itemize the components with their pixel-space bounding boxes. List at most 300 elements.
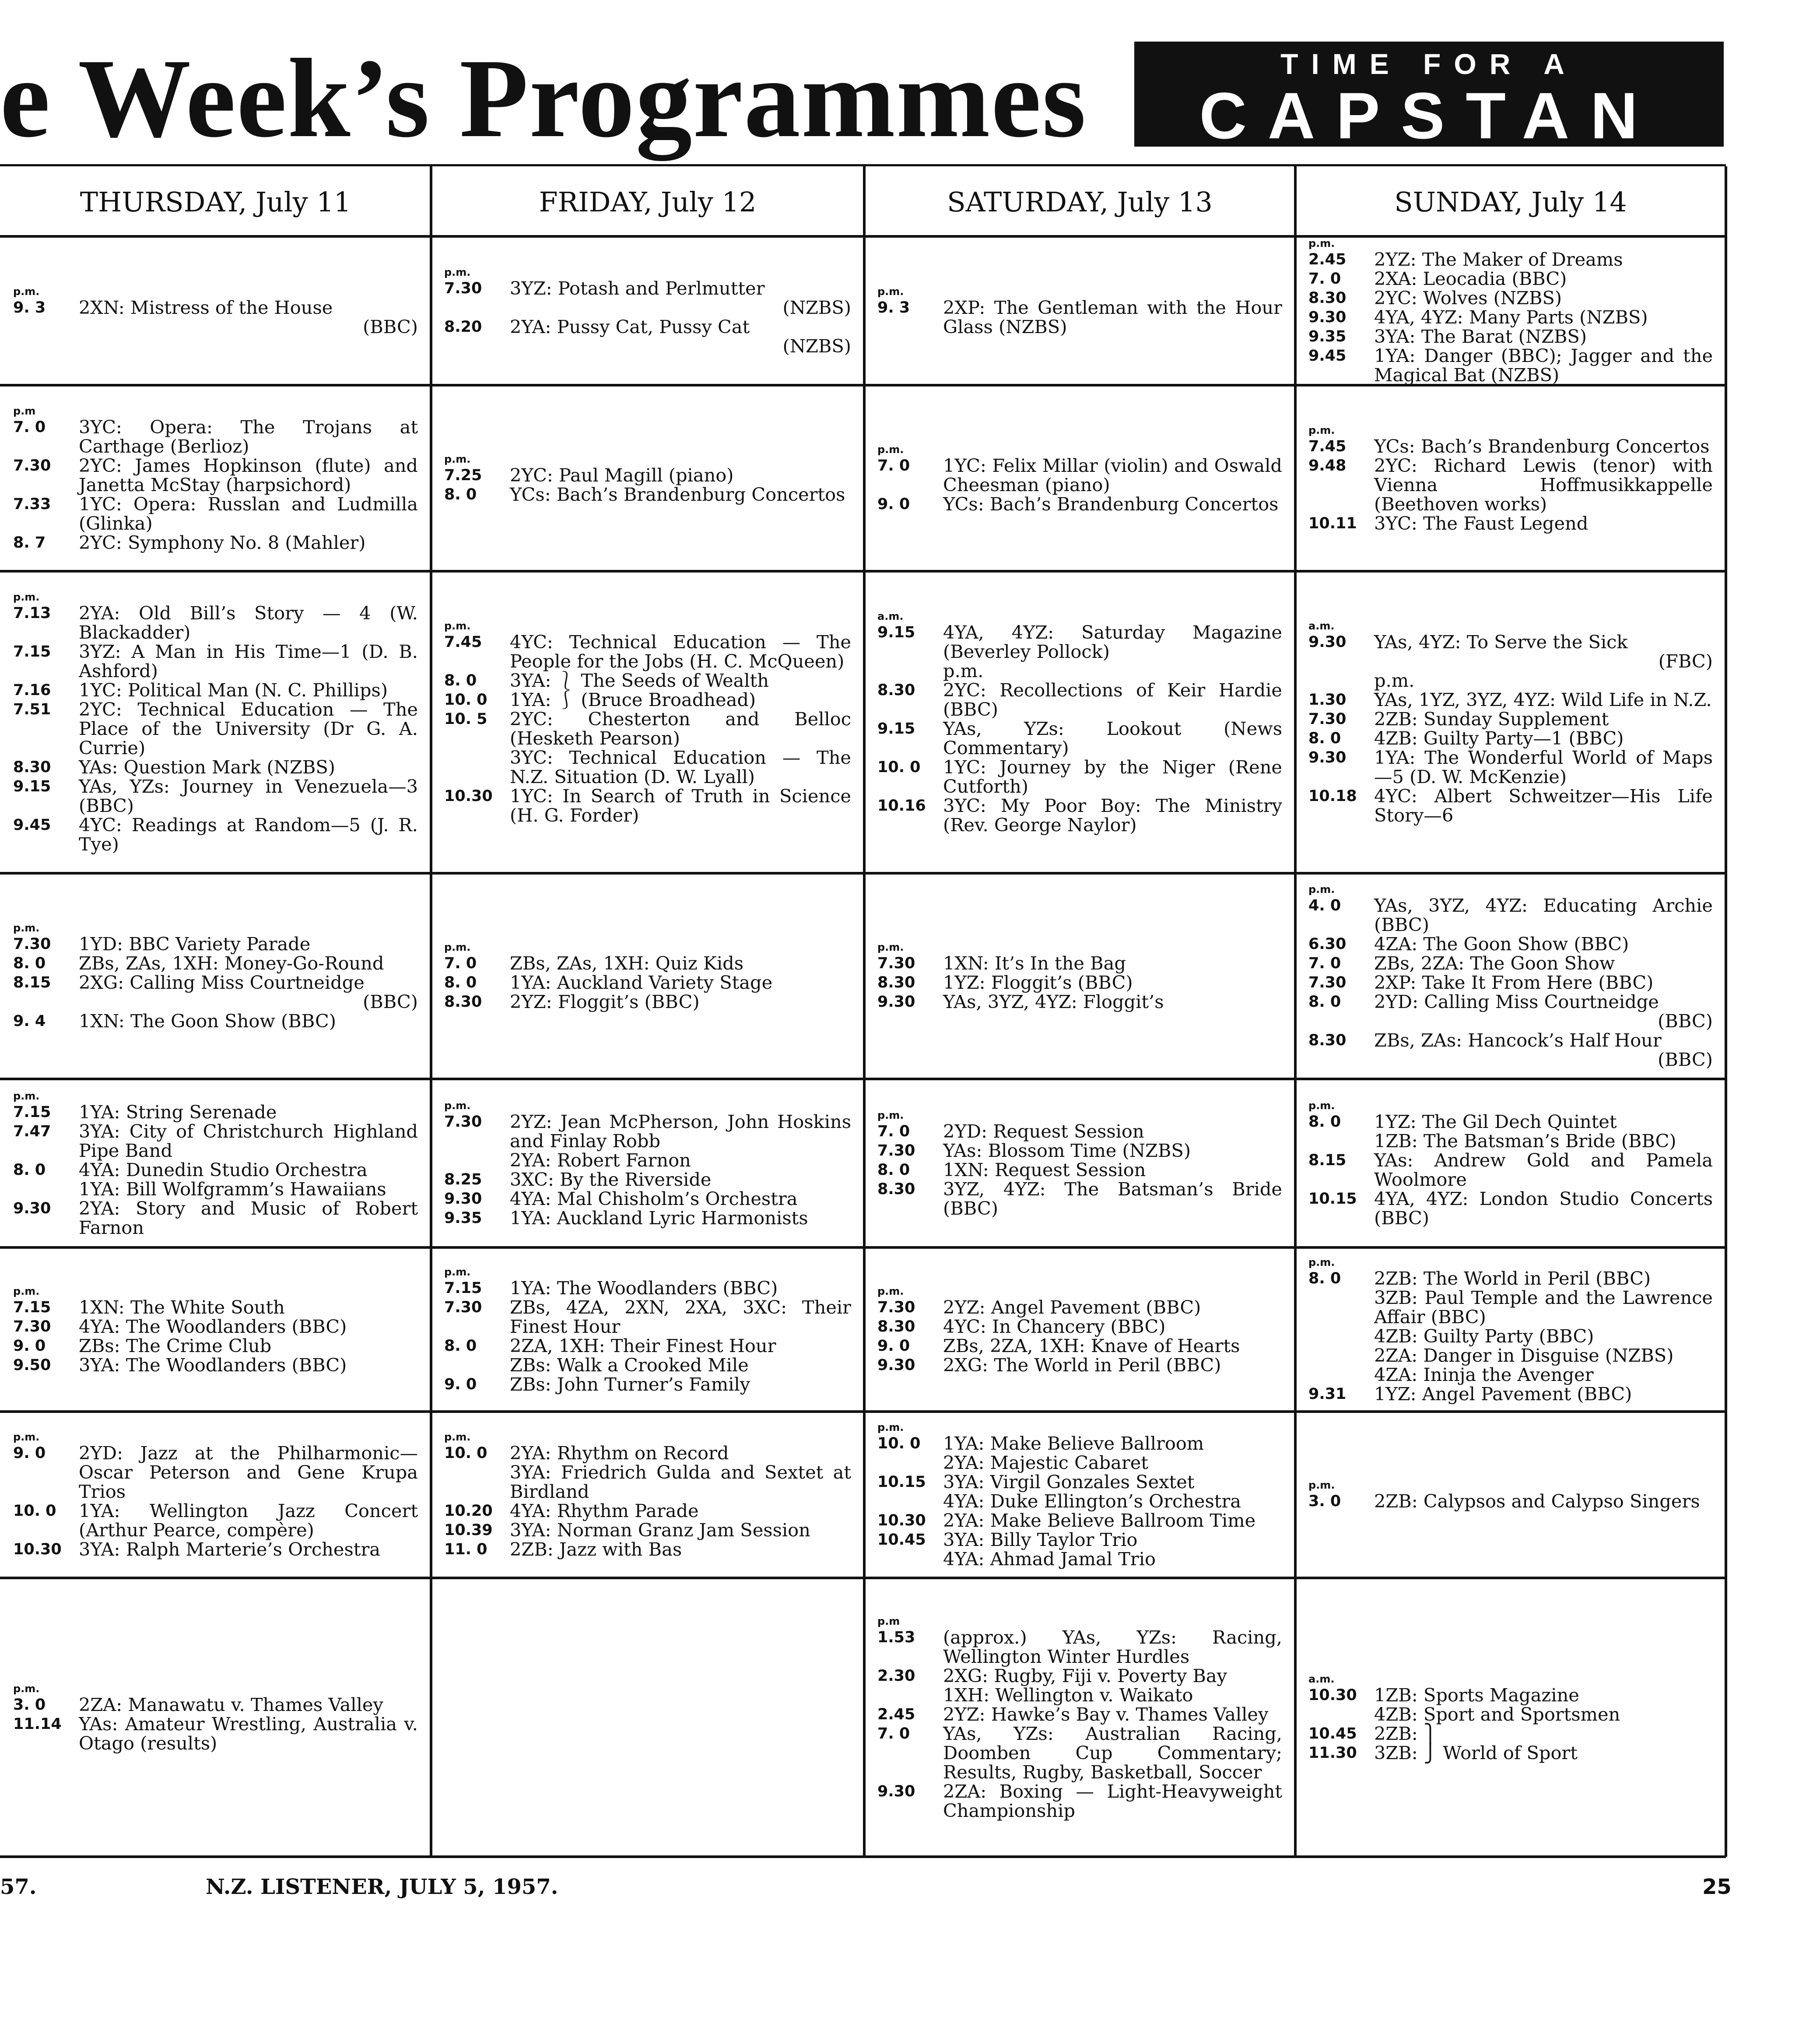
cell-content xyxy=(13,404,418,552)
programme-title: 3YC: My Poor Boy: The Ministry (Rev. George Naylor) xyxy=(943,795,1282,836)
programme-entry xyxy=(13,1714,418,1753)
programme-title: p.m. xyxy=(1374,670,1415,691)
programme-title: ZBs, ZAs, 1XH: Money-Go-Round xyxy=(79,952,384,974)
programme-title: 4YA, 4YZ: Saturday Magazine (Beverley Pollock) xyxy=(943,622,1282,662)
programme-cell xyxy=(13,385,418,571)
programme-title: 3YC: Technical Education — The N.Z. Situation (D. W. Lyall) xyxy=(510,747,851,787)
programme-title: ZBs, 2ZA, 1XH: Knave of Hearts xyxy=(943,1335,1240,1356)
programme-entry xyxy=(444,690,851,710)
programme-entry xyxy=(877,661,1282,681)
programme-time: 7.47 xyxy=(13,1122,51,1140)
programme-entry xyxy=(877,1530,1282,1549)
programme-title: 2ZB: Sunday Supplement xyxy=(1374,708,1609,730)
programme-entry xyxy=(877,1141,1282,1160)
programme-time: 11.30 xyxy=(1308,1744,1357,1762)
programme-entry xyxy=(444,671,851,690)
programme-title: (approx.) YAs, YZs: Racing, Wellington Winter Hurdles xyxy=(943,1626,1282,1667)
programme-cell xyxy=(877,1079,1282,1247)
programme-title: 1XN: Request Session xyxy=(943,1159,1146,1180)
programme-title: 2YA: Old Bill’s Story — 4 (W. Blackadder) xyxy=(79,602,418,643)
programme-entry xyxy=(13,1540,418,1559)
programme-title: ZBs, ZAs: Hancock’s Half Hour (BBC) xyxy=(1374,1029,1713,1070)
programme-title: 4ZB: Sport and Sportsmen xyxy=(1374,1703,1620,1725)
programme-entry xyxy=(1308,1365,1713,1384)
cell-content xyxy=(13,285,418,337)
programme-source: (BBC) xyxy=(363,316,418,337)
programme-cell xyxy=(1308,236,1713,385)
programme-time: 8. 0 xyxy=(444,974,477,991)
time-period-label: p.m. xyxy=(13,1682,40,1695)
programme-entry xyxy=(1308,632,1713,671)
programme-cell xyxy=(877,1247,1282,1412)
programme-title: YAs, 3YZ, 4YZ: Educating Archie (BBC) xyxy=(1374,895,1713,935)
programme-time: 8. 0 xyxy=(1308,993,1341,1011)
programme-title: 4ZA: The Goon Show (BBC) xyxy=(1374,933,1629,955)
programme-time xyxy=(444,748,510,787)
time-period-label: p.m. xyxy=(1308,237,1335,249)
programme-title: 4YC: In Chancery (BBC) xyxy=(943,1315,1166,1337)
programme-entry xyxy=(877,495,1282,514)
programme-entry xyxy=(13,1199,418,1237)
programme-title: 2YA: Pussy Cat, Pussy Cat (NZBS) xyxy=(510,316,851,357)
programme-title: 2YC: Recollections of Keir Hardie (BBC) xyxy=(943,679,1282,720)
programme-title: YAs, YZs: Lookout (News Commentary) xyxy=(943,718,1282,759)
programme-time: 7.30 xyxy=(1308,974,1347,991)
column-divider xyxy=(863,166,866,1857)
programme-entry xyxy=(444,1375,851,1394)
programme-entry xyxy=(1308,514,1713,533)
programme-title: ZBs: Walk a Crooked Mile xyxy=(510,1354,749,1376)
programme-title: 2YC: Chesterton and Belloc (Hesketh Pearson) xyxy=(510,708,851,749)
time-period-label: p.m. xyxy=(13,591,40,603)
programme-time: 1.30 xyxy=(1308,691,1347,709)
programme-entry xyxy=(877,1724,1282,1782)
programme-entry xyxy=(877,456,1282,495)
programme-title: 4YC: Technical Education — The People for the Jobs (H. C. McQueen) xyxy=(510,631,851,672)
programme-title: 2ZB: ⎫ xyxy=(1374,1722,1438,1744)
programme-title: 2YZ: Hawke’s Bay v. Thames Valley xyxy=(943,1703,1269,1725)
cell-content xyxy=(13,1430,418,1559)
programme-entry xyxy=(1308,896,1713,934)
programme-entry xyxy=(13,758,418,777)
programme-title: YAs: Amateur Wrestling, Australia v. Otago (results) xyxy=(79,1713,418,1754)
programme-time: 10. 0 xyxy=(877,1435,921,1452)
programme-entry xyxy=(13,604,418,642)
programme-entry xyxy=(1308,1705,1713,1724)
programme-entry xyxy=(877,954,1282,973)
programme-entry xyxy=(877,1705,1282,1724)
programme-source: (NZBS) xyxy=(782,335,851,357)
programme-title: 4YA: Rhythm Parade xyxy=(510,1500,699,1521)
programme-title: YAs: Blossom Time (NZBS) xyxy=(943,1139,1191,1161)
programme-title: 2YC: Symphony No. 8 (Mahler) xyxy=(79,531,366,553)
programme-cell xyxy=(877,1578,1282,1857)
programme-time: 7.45 xyxy=(1308,437,1347,455)
programme-time xyxy=(1308,1346,1374,1365)
programme-time: 3. 0 xyxy=(1308,1493,1341,1510)
programme-entry xyxy=(1308,1686,1713,1705)
programme-title: 4YC: Readings at Random—5 (J. R. Tye) xyxy=(79,814,418,855)
programme-entry xyxy=(13,1012,418,1031)
programme-entry xyxy=(444,466,851,485)
programme-time: 7.30 xyxy=(877,955,915,972)
day-header: FRIDAY, July 12 xyxy=(539,186,757,218)
programme-entry xyxy=(1308,437,1713,456)
programme-title: 2YC: Richard Lewis (tenor) with Vienna Hoffmusikkappelle (Beethoven works) xyxy=(1374,454,1713,515)
programme-title: 1ZB: The Batsman’s Bride (BBC) xyxy=(1374,1130,1676,1152)
programme-title: 2YZ: Jean McPherson, John Hoskins and Finlay Robb xyxy=(510,1110,851,1152)
programme-time: 10. 0 xyxy=(444,691,487,709)
time-period-label: p.m. xyxy=(13,285,40,298)
programme-entry xyxy=(13,1501,418,1540)
programme-entry xyxy=(877,973,1282,992)
programme-cell xyxy=(444,1079,851,1247)
programme-time: 3. 0 xyxy=(13,1696,46,1714)
programme-time xyxy=(877,1686,943,1705)
programme-entry xyxy=(13,1336,418,1356)
programme-entry xyxy=(13,418,418,456)
programme-title: 2XG: Rugby, Fiji v. Poverty Bay xyxy=(943,1665,1227,1686)
programme-time: 10.39 xyxy=(444,1521,493,1539)
programme-time: 10.16 xyxy=(877,797,926,815)
programme-title: 2YA: Make Believe Ballroom Time xyxy=(943,1510,1256,1531)
programme-entry xyxy=(877,1453,1282,1472)
time-period-label: p.m. xyxy=(13,1089,40,1102)
programme-title: ZBs, ZAs, 1XH: Quiz Kids xyxy=(510,952,744,974)
programme-entry xyxy=(1308,671,1713,690)
programme-time: 7.30 xyxy=(1308,710,1347,728)
programme-time: 7. 0 xyxy=(13,418,46,436)
programme-title: YAs, YZs: Australian Racing, Doomben Cup Commentary; Results, Rugby, Basketball, Soccer xyxy=(943,1722,1282,1783)
programme-entry xyxy=(13,777,418,815)
programme-time: 8. 0 xyxy=(444,1337,477,1355)
programme-entry xyxy=(1308,269,1713,288)
programme-entry xyxy=(444,1279,851,1298)
programme-time: 7.30 xyxy=(877,1298,915,1316)
time-period-label: p.m. xyxy=(1308,424,1335,436)
programme-time: 8.25 xyxy=(444,1170,482,1188)
programme-entry xyxy=(13,700,418,758)
programme-entry xyxy=(444,1336,851,1356)
programme-title: 2YA: Majestic Cabaret xyxy=(943,1452,1148,1473)
programme-time: 7.30 xyxy=(877,1142,915,1159)
programme-time: 7.30 xyxy=(444,1298,482,1316)
programme-entry xyxy=(1308,710,1713,729)
day-header: SATURDAY, July 13 xyxy=(947,186,1213,218)
programme-entry xyxy=(877,1317,1282,1336)
programme-entry xyxy=(13,1180,418,1199)
cell-content xyxy=(444,619,851,825)
programme-time: 9.35 xyxy=(1308,328,1347,345)
programme-time xyxy=(1308,1327,1374,1346)
cell-content xyxy=(877,1109,1282,1218)
cell-content xyxy=(877,1285,1282,1375)
programme-cell xyxy=(877,385,1282,571)
programme-title: 1YA: The Woodlanders (BBC) xyxy=(510,1277,778,1299)
programme-entry xyxy=(877,758,1282,796)
programme-cell xyxy=(444,385,851,571)
programme-entry xyxy=(444,1170,851,1189)
programme-entry xyxy=(1308,1131,1713,1151)
programme-time: 8.20 xyxy=(444,318,482,336)
programme-entry xyxy=(877,298,1282,337)
programme-cell xyxy=(877,571,1282,873)
programme-title: 1YC: Political Man (N. C. Phillips) xyxy=(79,679,388,701)
programme-time xyxy=(1308,1288,1374,1327)
programme-time: 10.11 xyxy=(1308,514,1357,532)
programme-cell xyxy=(444,1412,851,1578)
programme-title: 1XN: It’s In the Bag xyxy=(943,952,1126,974)
programme-cell xyxy=(444,1578,851,1857)
programme-time: 8.30 xyxy=(877,974,915,991)
programme-time: 7. 0 xyxy=(877,1725,910,1742)
programme-time: 10. 0 xyxy=(13,1502,56,1520)
programme-title: 3YA: Virgil Gonzales Sextet xyxy=(943,1471,1195,1493)
programme-cell xyxy=(444,1247,851,1412)
programme-title: 3YA: The Woodlanders (BBC) xyxy=(79,1354,347,1376)
time-period-label: p.m. xyxy=(877,1109,904,1121)
programme-entry xyxy=(13,1695,418,1714)
cell-content xyxy=(877,443,1282,514)
programme-entry xyxy=(13,642,418,681)
programme-time: 2.30 xyxy=(877,1667,915,1685)
programme-time: 9.45 xyxy=(1308,347,1347,365)
programme-title: 1YD: BBC Variety Parade xyxy=(79,933,311,955)
programme-entry xyxy=(13,456,418,495)
programme-cell xyxy=(13,1412,418,1578)
programme-time: 9. 0 xyxy=(13,1444,46,1462)
programme-entry xyxy=(877,1492,1282,1511)
programme-title: 2XG: The World in Peril (BBC) xyxy=(943,1354,1221,1376)
programme-time: 8. 0 xyxy=(13,955,46,972)
programme-entry xyxy=(1308,1031,1713,1069)
programme-entry xyxy=(1308,1346,1713,1365)
programme-time: 10.30 xyxy=(877,1512,926,1529)
programme-time: 7. 0 xyxy=(444,955,477,972)
programme-cell xyxy=(13,571,418,873)
footer-left: 57. xyxy=(0,1875,37,1899)
programme-title: 2XA: Leocadia (BBC) xyxy=(1374,268,1567,289)
programme-entry xyxy=(877,1180,1282,1218)
programme-time: 10.45 xyxy=(1308,1725,1357,1742)
programme-cell xyxy=(13,1578,418,1857)
programme-entry xyxy=(444,317,851,356)
programme-time: 8. 0 xyxy=(13,1161,46,1179)
footer-publication: N.Z. LISTENER, JULY 5, 1957. xyxy=(206,1875,558,1899)
programme-title: YAs, 4YZ: To Serve the Sick (FBC) xyxy=(1374,631,1713,672)
programme-title: 4ZA: Ininja the Avenger xyxy=(1374,1363,1594,1385)
programme-title: 3YA: Friedrich Gulda and Sextet at Birdland xyxy=(510,1461,851,1502)
programme-entry xyxy=(877,1511,1282,1530)
column-divider xyxy=(430,166,432,1857)
programme-title: YAs: Question Mark (NZBS) xyxy=(79,756,335,778)
programme-entry xyxy=(877,1298,1282,1317)
programme-title: YCs: Bach’s Brandenburg Concertos xyxy=(1374,435,1710,457)
programme-title: 3ZB: Paul Temple and the Lawrence Affair (BBC) xyxy=(1374,1286,1713,1328)
programme-time: 9. 0 xyxy=(877,495,910,513)
programme-entry xyxy=(877,1782,1282,1820)
cell-content xyxy=(1308,1672,1713,1763)
programme-entry xyxy=(444,1540,851,1559)
programme-title: 2ZA: Boxing — Light-Heavyweight Championship xyxy=(943,1780,1282,1821)
programme-title: YAs: Andrew Gold and Pamela Woolmore xyxy=(1374,1149,1713,1190)
programme-title: 2YD: Calling Miss Courtneidge (BBC) xyxy=(1374,991,1713,1032)
programme-title: 2XP: The Gentleman with the Hour Glass (NZBS) xyxy=(943,297,1282,337)
cell-content xyxy=(13,921,418,1031)
programme-title: 4YA: Mal Chisholm’s Orchestra xyxy=(510,1187,798,1209)
programme-title: 2XN: Mistress of the House (BBC) xyxy=(79,297,418,337)
programme-entry xyxy=(13,1444,418,1501)
programme-time: 6.30 xyxy=(1308,935,1347,953)
programme-time: 8.30 xyxy=(877,1317,915,1335)
programme-time: 7.15 xyxy=(444,1279,482,1297)
programme-title: 2YC: Paul Magill (piano) xyxy=(510,464,734,486)
programme-entry xyxy=(444,973,851,992)
programme-title: 3YC: Opera: The Trojans at Carthage (Berlioz) xyxy=(79,416,418,457)
programme-time: 7.30 xyxy=(13,935,51,953)
programme-title: 1YA: Wellington Jazz Concert (Arthur Pearce, compère) xyxy=(79,1500,418,1541)
programme-time xyxy=(13,1180,79,1199)
programme-time: 8.30 xyxy=(444,993,482,1011)
cell-content xyxy=(13,1285,418,1375)
programme-entry xyxy=(877,1666,1282,1686)
time-period-label: p.m. xyxy=(444,1431,471,1443)
programme-time: 9.30 xyxy=(877,993,915,1011)
programme-time: 7.13 xyxy=(13,604,51,622)
programme-time: 2.45 xyxy=(1308,251,1347,268)
programme-entry xyxy=(1308,1151,1713,1189)
programme-title: 3YZ: Potash and Perlmutter (NZBS) xyxy=(510,278,851,318)
programme-cell xyxy=(13,1079,418,1247)
time-period-label: p.m. xyxy=(444,941,471,953)
programme-title: 3YA: ⎱ The Seeds of Wealth xyxy=(510,670,769,691)
programme-time: 9. 4 xyxy=(13,1012,46,1030)
programme-source: (BBC) xyxy=(1658,1049,1713,1070)
day-header: SUNDAY, July 14 xyxy=(1394,186,1627,218)
cell-content xyxy=(877,1615,1282,1820)
programme-time: 9.31 xyxy=(1308,1385,1347,1403)
programme-title: YCs: Bach’s Brandenburg Concertos xyxy=(510,483,845,505)
programme-time: 7.30 xyxy=(444,1113,482,1131)
time-period-label: p.m xyxy=(877,1615,900,1627)
programme-entry xyxy=(13,973,418,1012)
programme-title: 2YD: Request Session xyxy=(943,1120,1144,1142)
time-period-label: p.m xyxy=(13,404,36,417)
programme-time: 8.30 xyxy=(1308,1032,1347,1049)
cell-content xyxy=(877,941,1282,1012)
programme-cell xyxy=(1308,385,1713,571)
time-period-label: p.m. xyxy=(877,1421,904,1433)
cell-content xyxy=(877,285,1282,337)
programme-cell xyxy=(13,1247,418,1412)
programme-time: 7.15 xyxy=(13,643,51,660)
cell-content xyxy=(444,1430,851,1559)
programme-time: 9.30 xyxy=(877,1782,915,1800)
programme-entry xyxy=(1308,1269,1713,1288)
programme-entry xyxy=(444,1298,851,1336)
programme-time: 10. 5 xyxy=(444,710,487,728)
programme-entry xyxy=(13,298,418,337)
programme-entry xyxy=(877,796,1282,835)
programme-entry xyxy=(877,1160,1282,1180)
programme-title: 1XN: The Goon Show (BBC) xyxy=(79,1010,336,1032)
time-period-label: p.m. xyxy=(13,1285,40,1297)
programme-time xyxy=(444,1151,510,1170)
programme-entry xyxy=(444,485,851,504)
programme-entry xyxy=(1308,1327,1713,1346)
time-period-label: p.m. xyxy=(444,1265,471,1278)
programme-title: 4ZB: Guilty Party (BBC) xyxy=(1374,1325,1594,1347)
programme-time: 9.30 xyxy=(13,1199,51,1217)
programme-title: 4YA: Duke Ellington’s Orchestra xyxy=(943,1490,1241,1512)
programme-title: 1YA: The Wonderful World of Maps—5 (D. W. McKenzie) xyxy=(1374,747,1713,787)
cell-content xyxy=(444,453,851,504)
programme-time: 7.30 xyxy=(13,1317,51,1335)
programme-entry xyxy=(877,623,1282,661)
programme-time: 1.53 xyxy=(877,1628,915,1646)
programme-title: YCs: Bach’s Brandenburg Concertos xyxy=(943,493,1279,515)
programme-title: 1YC: In Search of Truth in Science (H. G. Forder) xyxy=(510,785,851,826)
programme-time: 10.15 xyxy=(877,1473,926,1491)
programme-title: 4YA, 4YZ: London Studio Concerts (BBC) xyxy=(1374,1187,1713,1229)
programme-time xyxy=(1308,1705,1374,1724)
cell-content xyxy=(1308,424,1713,533)
time-period-label: p.m. xyxy=(1308,1479,1335,1491)
programme-time: 10. 0 xyxy=(444,1444,487,1462)
programme-title: 4ZB: Guilty Party—1 (BBC) xyxy=(1374,727,1624,749)
programme-title: 1YA: Auckland Lyric Harmonists xyxy=(510,1207,808,1229)
programme-source: (BBC) xyxy=(1658,1010,1713,1032)
programme-title: 2YA: Story and Music of Robert Farnon xyxy=(79,1197,418,1238)
programme-entry xyxy=(877,1356,1282,1375)
programme-title: 1ZB: Sports Magazine xyxy=(1374,1684,1579,1706)
time-period-label: p.m. xyxy=(1308,883,1335,896)
programme-cell xyxy=(877,1412,1282,1578)
programme-time: 9.48 xyxy=(1308,457,1347,474)
programme-entry xyxy=(13,1317,418,1336)
programme-time: 7. 0 xyxy=(1308,955,1341,972)
programme-title: 1YA: Danger (BBC); Jagger and the Magical Bat (NZBS) xyxy=(1374,345,1713,386)
programme-entry xyxy=(877,1686,1282,1705)
programme-title: 1YC: Felix Millar (violin) and Oswald Cheesman (piano) xyxy=(943,454,1282,495)
programme-entry xyxy=(13,1298,418,1317)
programme-entry xyxy=(13,1356,418,1375)
programme-entry xyxy=(13,533,418,552)
programme-time: 8. 0 xyxy=(877,1161,910,1179)
programme-title: 1YZ: Angel Pavement (BBC) xyxy=(1374,1383,1632,1405)
programme-title: 4YA: Ahmad Jamal Trio xyxy=(943,1548,1156,1570)
programme-time: 7.51 xyxy=(13,701,51,718)
cell-content xyxy=(877,610,1282,835)
programme-entry xyxy=(877,1549,1282,1569)
advert-tagline: TIME FOR A xyxy=(1280,48,1578,80)
capstan-advert xyxy=(1134,42,1724,152)
programme-title: 1XN: The White South xyxy=(79,1296,285,1318)
programme-title: 2YA: Rhythm on Record xyxy=(510,1442,729,1464)
programme-title: 2ZA: Manawatu v. Thames Valley xyxy=(79,1693,383,1715)
programme-source: (FBC) xyxy=(1658,650,1713,672)
programme-entry xyxy=(877,1336,1282,1356)
programme-cell xyxy=(877,873,1282,1079)
programme-title: p.m. xyxy=(943,660,984,682)
programme-entry xyxy=(1308,954,1713,973)
programme-time: 2.45 xyxy=(877,1705,915,1723)
programme-title: 2ZB: Calypsos and Calypso Singers xyxy=(1374,1490,1700,1512)
programme-title: 2YZ: Floggit’s (BBC) xyxy=(510,991,700,1012)
programme-time: 8.15 xyxy=(1308,1151,1347,1169)
cell-content xyxy=(444,1265,851,1394)
programme-time: 10.45 xyxy=(877,1531,926,1549)
